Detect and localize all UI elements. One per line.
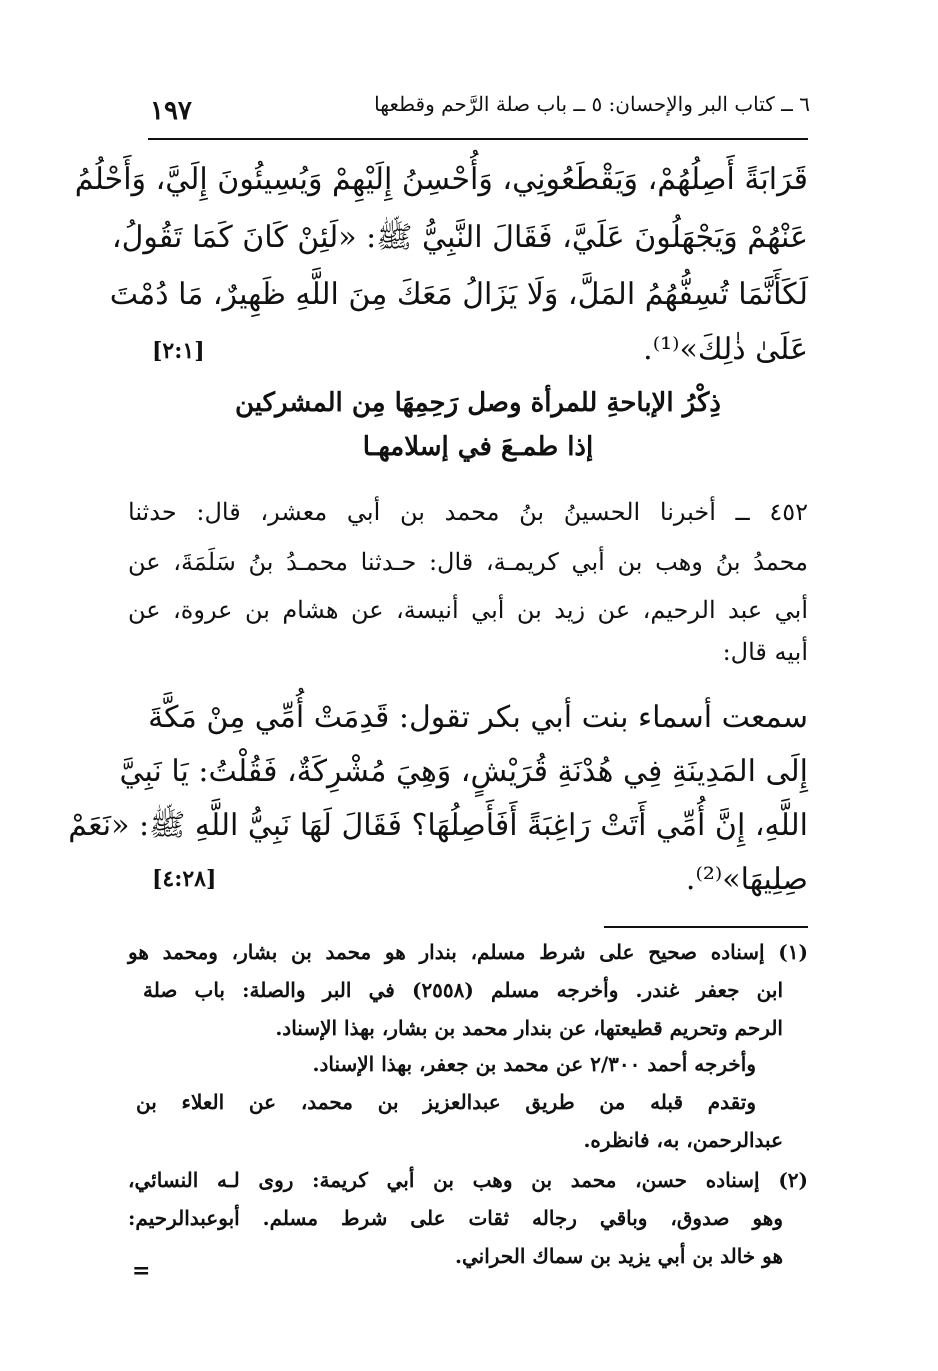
- footnote-line: وأخرجه أحمد ٢/٣٠٠ عن محمد بن جعفر، بهذا الإسناد.: [312, 1052, 756, 1076]
- isnad-line: أبي عبد الرحيم، عن زيد بن أبي أنيسة، عن هشام بن عروة، عن: [128, 596, 808, 624]
- footnote-line: (١) إسناده صحيح على شرط مسلم، بندار هو محمد بن بشار، ومحمد هو: [128, 940, 808, 964]
- body-line: قَرَابَةً أَصِلُهُمْ، وَيَقْطَعُونِي، وَأُحْسِنُ إِلَيْهِمْ وَيُسِيئُونَ إِلَيَّ، وَأَحْلُمُ: [74, 162, 808, 197]
- footnote-line: (٢) إسناده حسن، محمد بن وهب بن أبي كريمة: روى لـه النسائي،: [128, 1168, 808, 1192]
- page-number: ١٩٧: [150, 96, 192, 126]
- reference-tag: [٢:١]: [152, 338, 205, 364]
- footnote-line: ابن جعفر غندر. وأخرجه مسلم (٢٥٥٨) في البر والصلة: باب صلة: [143, 978, 784, 1002]
- body-line: عَلَىٰ ذٰلِكَ»⁽¹⁾.: [643, 332, 808, 367]
- matn-line: صِلِيهَا»⁽²⁾.: [685, 862, 808, 897]
- matn-line: سمعت أسماء بنت أبي بكر تقول: قَدِمَتْ أُمِّي مِنْ مَكَّةَ: [148, 700, 808, 735]
- footnote-line: الرحم وتحريم قطيعتها، عن بندار محمد بن بشار، بهذا الإسناد.: [275, 1016, 783, 1040]
- footnote-rule: [604, 926, 808, 928]
- isnad-line: محمدُ بنُ وهب بن أبي كريمـة، قال: حـدثنا محمـدُ بنُ سَلَمَةَ، عن: [128, 548, 809, 576]
- continuation-mark: =: [132, 1258, 151, 1284]
- footnote-line: وهو صدوق، وباقي رجاله ثقات على شرط مسلم. أبوعبدالرحيم:: [128, 1206, 783, 1230]
- running-header-title: ٦ ــ كتاب البر والإحسان: ٥ ــ باب صلة الرَّحم وقطعها: [374, 92, 810, 116]
- section-heading: ذِكْرُ الإباحةِ للمرأة وصل رَحِمِهَا مِن المشركين: [235, 388, 721, 418]
- footnote-line: هو خالد بن أبي يزيد بن سماك الحراني.: [455, 1244, 783, 1268]
- isnad-line: أبيه قال:: [722, 638, 808, 666]
- matn-line: إِلَى المَدِينَةِ فِي هُدْنَةِ قُرَيْشٍ، وَهِيَ مُشْرِكَةٌ، فَقُلْتُ: يَا نَبِيَّ: [119, 754, 808, 789]
- reference-tag: [٤:٢٨]: [152, 866, 217, 892]
- matn-line: اللَّهِ، إِنَّ أُمِّي أَتَتْ رَاغِبَةً أَفَأَصِلُهَا؟ فَقَالَ لَهَا نَبِيُّ اللَّهِ ﷺ: «نَعَمْ: [68, 808, 808, 843]
- footnote-line: عبدالرحمن، به، فانظره.: [583, 1128, 783, 1152]
- body-line: عَنْهُمْ وَيَجْهَلُونَ عَلَيَّ، فَقَالَ النَّبِيُّ ﷺ: «لَئِنْ كَانَ كَمَا تَقُولُ،: [111, 220, 808, 255]
- header-rule: [148, 138, 808, 140]
- body-line: لَكَأَنَّمَا تُسِفُّهُمُ المَلَّ، وَلَا يَزَالُ مَعَكَ مِنَ اللَّهِ ظَهِيرٌ، مَا دُمْتَ: [109, 277, 808, 312]
- footnote-line: وتقدم قبله من طريق عبدالعزيز بن محمد، عن العلاء بن: [136, 1090, 756, 1114]
- section-heading-subtitle: إذا طمـعَ في إسلامهـا: [362, 432, 594, 462]
- isnad-line: ٤٥٢ ــ أخبرنا الحسينُ بنُ محمد بن أبي معشر، قال: حدثنا: [128, 498, 808, 526]
